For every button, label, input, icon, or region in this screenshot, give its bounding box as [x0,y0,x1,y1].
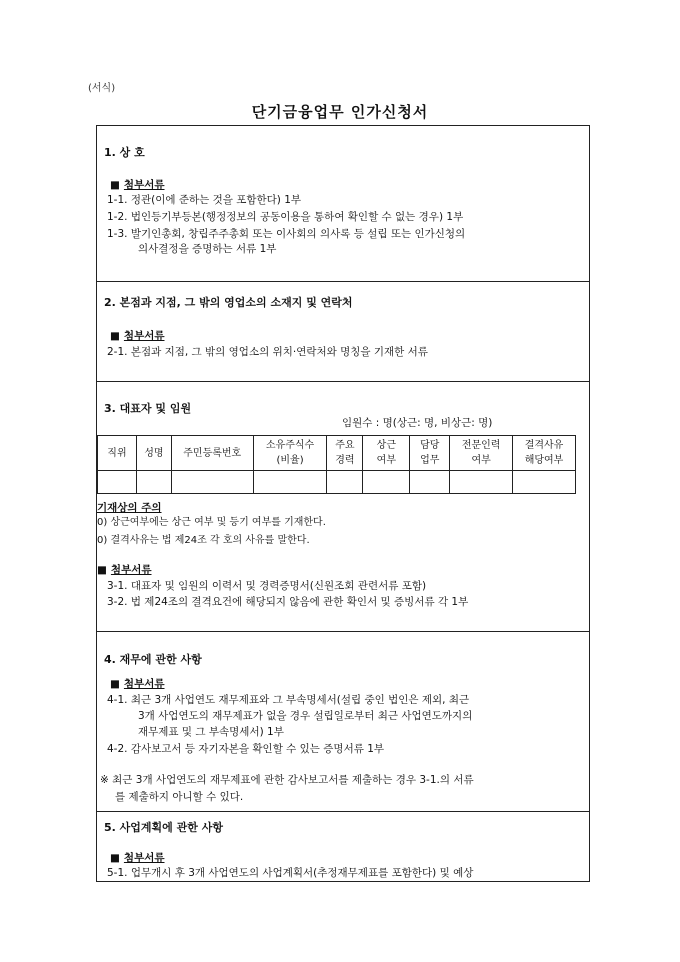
table-cell[interactable] [513,471,576,494]
attachment-item-continued: 의사결정을 증명하는 서류 1부 [138,243,277,255]
section-3-attachments-heading: ■ 첨부서류 [97,564,152,576]
square-bullet-icon: ■ [110,852,120,864]
table-header-cell: 주민등록번호 [171,436,253,471]
attachment-item: 3-2. 법 제24조의 결격요건에 해당되지 않음에 관한 확인서 및 증빙서류 각 1부 [107,596,469,608]
table-cell[interactable] [253,471,327,494]
table-row [98,471,576,494]
section-1-attachments-heading: ■ 첨부서류 [110,179,165,191]
table-header-cell: 상근 여부 [363,436,410,471]
document-title: 단기금융업무 인가신청서 [251,103,429,121]
attachment-item: 4-2. 감사보고서 등 자기자본을 확인할 수 있는 증명서류 1부 [107,743,385,755]
section-divider [96,281,590,282]
section-4-attachments-heading: ■ 첨부서류 [110,678,165,690]
section-5-attachments-heading: ■ 첨부서류 [110,852,165,864]
attachment-item: 5-1. 업무개시 후 3개 사업연도의 사업계획서(추정재무제표를 포함한다) 및 예상 [107,867,474,879]
square-bullet-icon: ■ [110,330,120,342]
section-divider [96,811,590,812]
attachment-item-continued: 3개 사업연도의 재무제표가 없을 경우 설립일로부터 최근 사업연도까지의 [138,710,473,722]
table-cell[interactable] [410,471,450,494]
table-header-row [98,436,576,471]
table-cell[interactable] [171,471,253,494]
table-cell[interactable] [450,471,513,494]
section-4-heading: 4. 재무에 관한 사항 [104,653,202,666]
table-header-cell: 소유주식수 (비율) [253,436,327,471]
attachment-item: 2-1. 본점과 지점, 그 밖의 영업소의 위치·연락처와 명칭을 기재한 서류 [107,346,428,358]
attachment-item: 1-3. 발기인총회, 창립주주총회 또는 이사회의 의사록 등 설립 또는 인가신청의 [107,228,466,240]
table-header-cell: 직위 [98,436,137,471]
attachment-item: 4-1. 최근 3개 사업연도 재무제표와 그 부속명세서(설립 중인 법인은 제외, 최근 [107,694,470,706]
table-cell[interactable] [98,471,137,494]
section-2-heading: 2. 본점과 지점, 그 밖의 영업소의 소재지 및 연락처 [104,296,353,309]
attachment-item-continued: 재무제표 및 그 부속명세서) 1부 [138,726,284,738]
section-divider [96,631,590,632]
officers-table [97,435,576,494]
table-header-cell: 결격사유 해당여부 [513,436,576,471]
table-cell[interactable] [363,471,410,494]
notes-heading: 기재상의 주의 [97,502,162,514]
table-header-cell: 주요 경력 [327,436,363,471]
section-2-attachments-heading: ■ 첨부서류 [110,330,165,342]
table-cell[interactable] [136,471,171,494]
section-3-heading: 3. 대표자 및 임원 [104,402,192,415]
note-item: 0) 결격사유는 법 제24조 각 호의 사유를 말한다. [97,535,310,546]
attachment-item: 1-2. 법인등기부등본(행정정보의 공동이용을 통하여 확인할 수 없는 경우) 1부 [107,211,464,223]
section-divider [96,381,590,382]
attachment-item: 1-1. 정관(이에 준하는 것을 포함한다) 1부 [107,194,302,206]
table-header-cell: 전문인력 여부 [450,436,513,471]
table-header-cell: 성명 [136,436,171,471]
section-5-heading: 5. 사업계획에 관한 사항 [104,821,223,834]
square-bullet-icon: ■ [97,564,107,576]
table-cell[interactable] [327,471,363,494]
note-item: 0) 상근여부에는 상근 여부 및 등기 여부를 기재한다. [97,517,326,528]
form-label: (서식) [88,83,116,94]
officer-count-line: 임원수 : 명(상근: 명, 비상근: 명) [342,417,493,429]
square-bullet-icon: ■ [110,678,120,690]
remark-text: ※ 최근 3개 사업연도의 재무제표에 관한 감사보고서를 제출하는 경우 3-1.의 서류 [100,774,474,786]
remark-text-continued: 를 제출하지 아니할 수 있다. [115,791,244,803]
section-1-heading: 1. 상 호 [104,146,145,159]
square-bullet-icon: ■ [110,179,120,191]
table-header-cell: 담당 업무 [410,436,450,471]
attachment-item: 3-1. 대표자 및 임원의 이력서 및 경력증명서(신원조회 관련서류 포함) [107,580,427,592]
